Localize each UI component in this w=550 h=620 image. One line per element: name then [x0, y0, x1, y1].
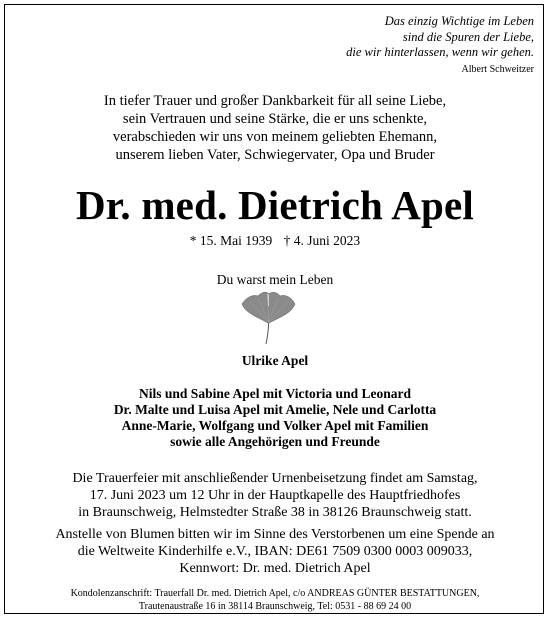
ceremony-line: 17. Juni 2023 um 12 Uhr in der Hauptkapelle des Hauptfriedhofes	[89, 488, 461, 503]
family-list	[0, 386, 550, 450]
footer-line: Trautenaustraße 16 in 38114 Braunschweig, Tel: 0531 - 88 69 24 00	[138, 601, 412, 612]
ceremony-line: Die Trauerfeier mit anschließender Urnenbeisetzung findet am Samstag,	[72, 471, 478, 486]
family-line: Anne-Marie, Wolfgang und Volker Apel mit Familien	[121, 418, 429, 433]
donation-line: Kennwort: Dr. med. Dietrich Apel	[179, 561, 371, 576]
deceased-name: Dr. med. Dietrich Apel	[75, 182, 475, 228]
intro-line: unserem lieben Vater, Schwiegervater, Opa und Bruder	[115, 147, 435, 163]
widow-name: Ulrike Apel	[241, 353, 309, 368]
donation-line: Anstelle von Blumen bitten wir im Sinne des Verstorbenen um eine Spende an	[55, 527, 495, 542]
quote-line: sind die Spuren der Liebe,	[402, 29, 534, 44]
donation-info	[0, 526, 550, 577]
ceremony-line: in Braunschweig, Helmstedter Straße 38 in 38126 Braunschweig statt.	[78, 505, 472, 520]
epigraph-quote	[346, 14, 534, 61]
intro-line: sein Vertrauen und seine Stärke, die er uns schenkte,	[122, 111, 428, 127]
ceremony-info	[0, 470, 550, 521]
intro-text	[0, 92, 550, 164]
family-line: sowie alle Angehörigen und Freunde	[170, 434, 380, 449]
life-dates	[0, 233, 550, 249]
birth-date: * 15. Mai 1939	[189, 233, 273, 248]
death-date: † 4. Juni 2023	[283, 233, 361, 248]
family-line: Nils und Sabine Apel mit Victoria und Leonard	[139, 386, 411, 401]
ginkgo-leaf-icon	[238, 290, 298, 346]
condolence-address	[0, 587, 550, 613]
leaf-stem	[266, 323, 269, 344]
quote-author: Albert Schweitzer	[461, 64, 534, 75]
motto-text: Du warst mein Leben	[216, 272, 334, 287]
family-line: Dr. Malte und Luisa Apel mit Amelie, Nele und Carlotta	[113, 402, 437, 417]
donation-line: die Weltweite Kinderhilfe e.V., IBAN: DE61 7509 0300 0003 009033,	[77, 544, 473, 559]
intro-line: In tiefer Trauer und großer Dankbarkeit für all seine Liebe,	[103, 93, 447, 109]
quote-line: Das einzig Wichtige im Leben	[384, 14, 534, 28]
intro-line: verabschieden wir uns von meinem geliebten Ehemann,	[112, 129, 438, 145]
quote-line: die wir hinterlassen, wenn wir gehen.	[346, 45, 534, 59]
footer-line: Kondolenzanschrift: Trauerfall Dr. med. Dietrich Apel, c/o ANDREAS GÜNTER BESTATTUNGEN,	[70, 588, 480, 599]
